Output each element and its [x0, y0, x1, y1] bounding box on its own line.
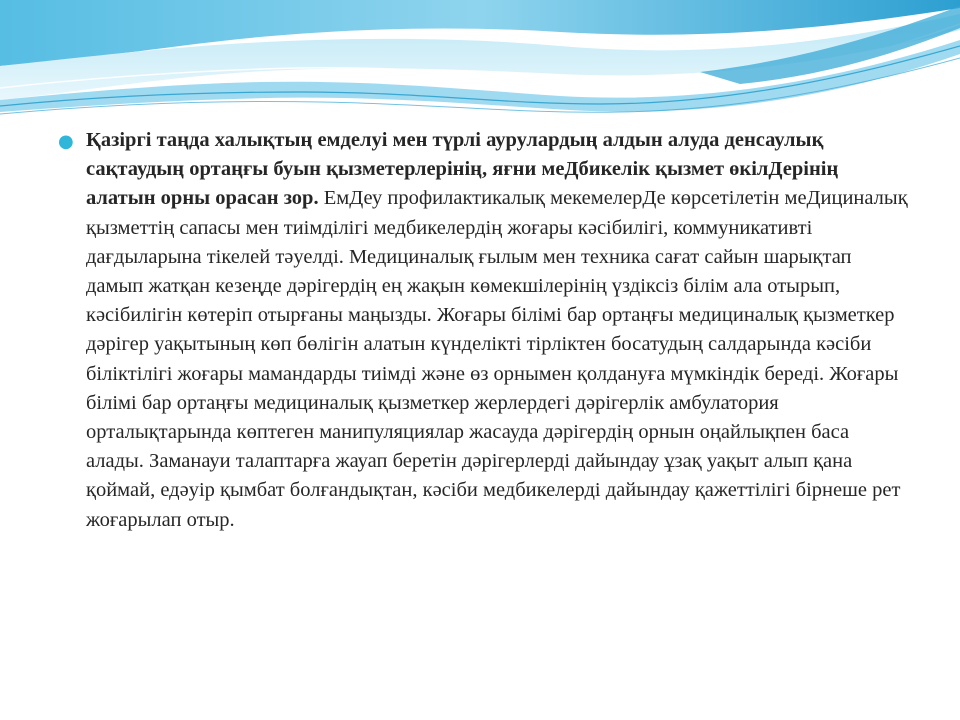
wave-header-decoration: [0, 0, 960, 130]
lead-text: Қазіргі таңда халықтың емделуі мен түрлі аурулардың алдын алуда денсаулық сақтаудың ортаңғы буын қызметерлерінің, яғни меДбикелік қызмет өкілДерінің алатын орны орасан зор.: [86, 129, 839, 210]
content-area: [58, 126, 908, 535]
bullet-item: [58, 126, 908, 535]
bullet-dot-icon: ●: [58, 131, 74, 152]
body-text: ЕмДеу профилактикалық мекемелерДе көрсетілетін меДициналық қызметтің сапасы мен тиімділігі медбикелердің жоғары кәсібилігі, коммуникативті дағдыларына тікелей тәуелді. Медициналық ғылым мен техника сағат сайын шарықтап дамып жатқан кезеңде дәрігердің ең жақын көмекшілерінің үздіксіз білім ала отырып, кәсібилігін көтеріп отырғаны маңызды. Жоғары білімі бар ортаңғы медициналық қызметкер дәрігер уақытының көп бөлігін алатын күнделікті тірліктен босатудың салдарында кәсіби біліктілігі жоғары мамандарды тиімді және өз орнымен қолдануға мүмкіндік береді. Жоғары білімі бар ортаңғы медициналық қызметкер жерлердегі дәрігерлік амбулатория орталықтарында көптеген манипуляциялар жасауда дәрігердің орнын оңайлықпен баса алады. Заманауи талаптарға жауап беретін дәрігерлерді дайындау ұзақ уақыт алып қана қоймай, едәуір қымбат болғандықтан, кәсіби медбикелерді дайындау қажеттілігі бірнеше рет жоғарылап отыр.: [86, 187, 908, 531]
main-paragraph: [86, 126, 908, 535]
